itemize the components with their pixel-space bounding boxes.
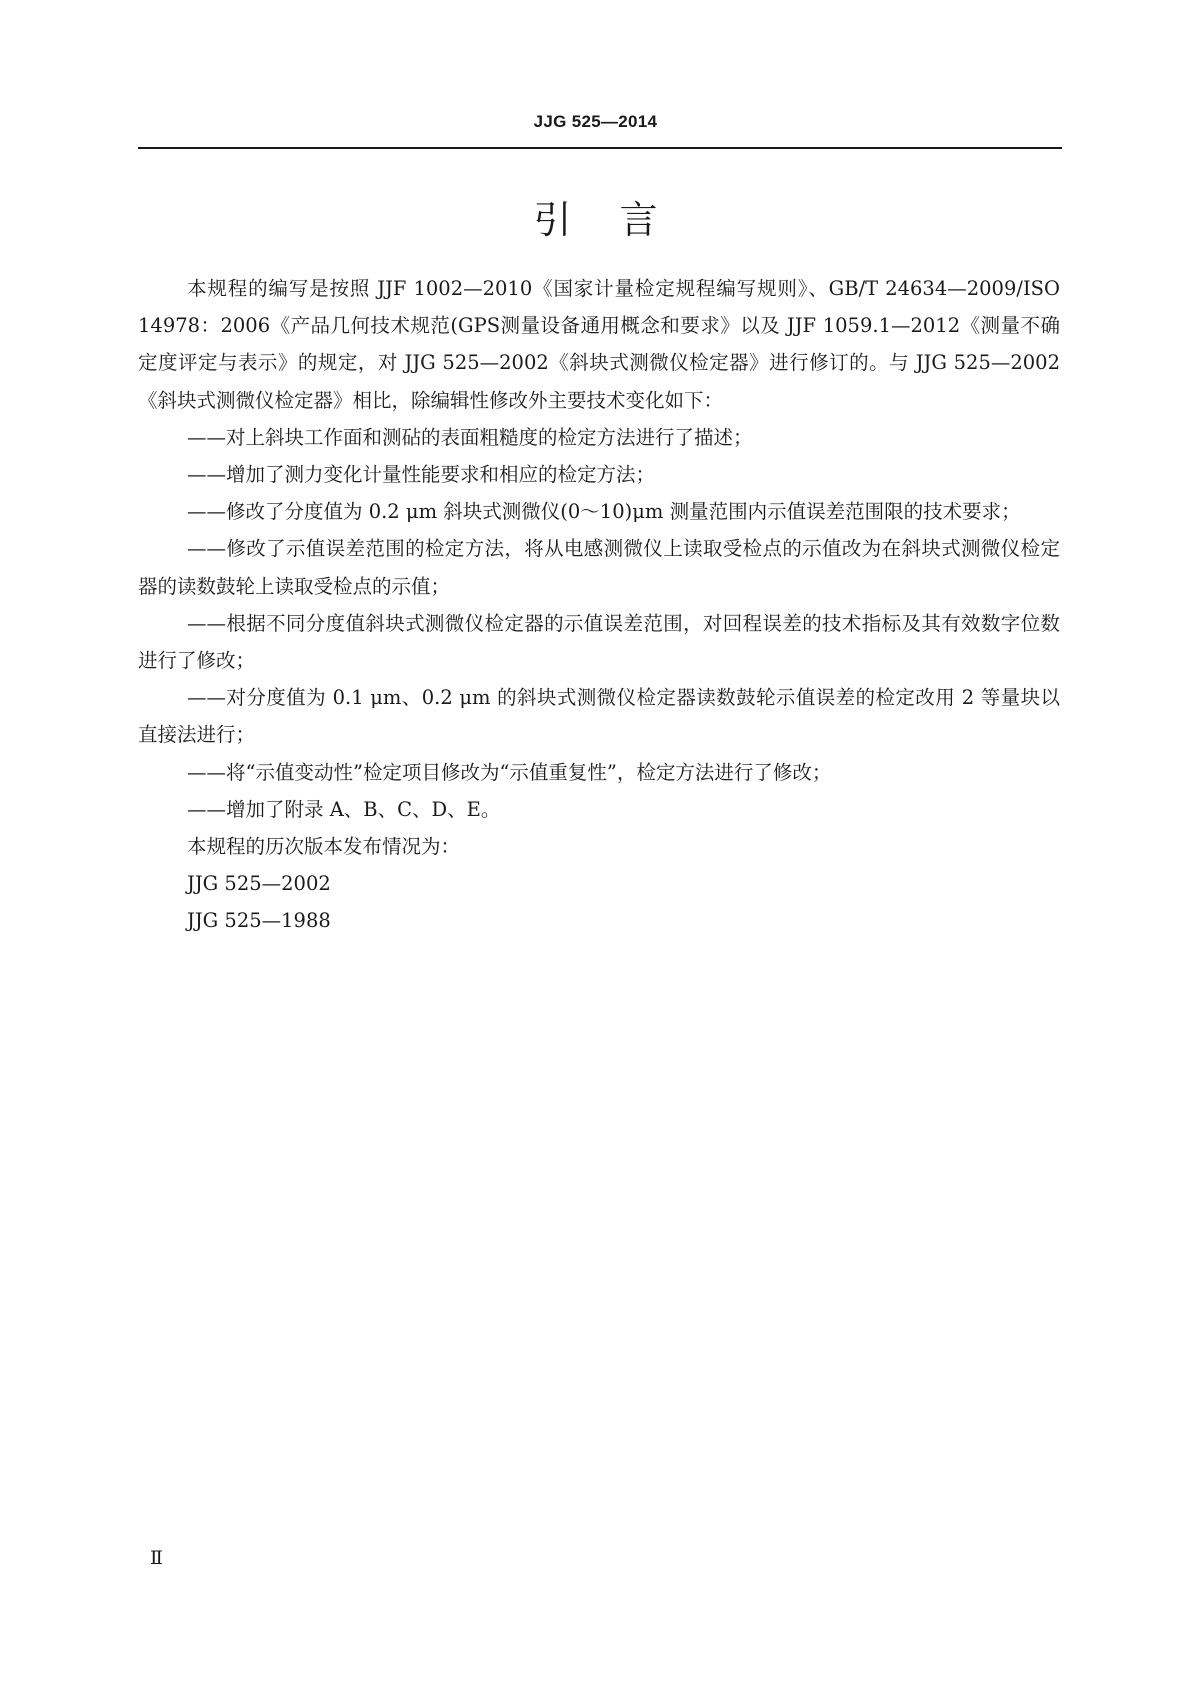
- change-item: ——增加了附录 A、B、C、D、E。: [187, 797, 501, 821]
- change-item: ——修改了分度值为 0.2 μm 斜块式测微仪(0～10)μm 测量范围内示值误差范围限的技术要求；: [187, 500, 1021, 524]
- change-item: ——将“示值变动性”检定项目修改为“示值重复性”，检定方法进行了修改；: [187, 760, 832, 784]
- header-divider: [138, 147, 1062, 149]
- history-heading: 本规程的历次版本发布情况为：: [187, 835, 461, 859]
- page-number: Ⅱ: [150, 1548, 163, 1569]
- change-item: ——根据不同分度值斜块式测微仪检定器的示值误差范围，对回程误差的技术指标及其有效数字位数进行了修改；: [138, 611, 1060, 673]
- change-item: ——对上斜块工作面和测砧的表面粗糙度的检定方法进行了描述；: [187, 425, 753, 449]
- change-item: ——增加了测力变化计量性能要求和相应的检定方法；: [187, 463, 656, 487]
- history-version: JJG 525—1988: [187, 909, 331, 933]
- intro-paragraph: 本规程的编写是按照 JJF 1002—2010《国家计量检定规程编写规则》、GB/T 24634—2009/ISO 14978：2006《产品几何技术规范(GPS测量设备通用概念和要求》以及 JJF 1059.1—2012《测量不确定度评定与表示》的规定，对 JJG 525—2002《斜块式测微仪检定器》进行修订的。与 JJG 525—2002《斜块式测微仪检定器》相比，除编辑性修改外主要技术变化如下：: [138, 277, 1060, 412]
- running-header: JJG 525—2014: [533, 112, 658, 131]
- change-item: ——修改了示值误差范围的检定方法，将从电感测微仪上读取受检点的示值改为在斜块式测微仪检定器的读数鼓轮上读取受检点的示值；: [138, 537, 1060, 598]
- change-item: ——对分度值为 0.1 μm、0.2 μm 的斜块式测微仪检定器读数鼓轮示值误差的检定改用 2 等量块以直接法进行；: [138, 686, 1060, 747]
- history-version: JJG 525—2002: [187, 872, 331, 896]
- page-title: 引言: [533, 198, 706, 242]
- body-text: [138, 270, 1060, 940]
